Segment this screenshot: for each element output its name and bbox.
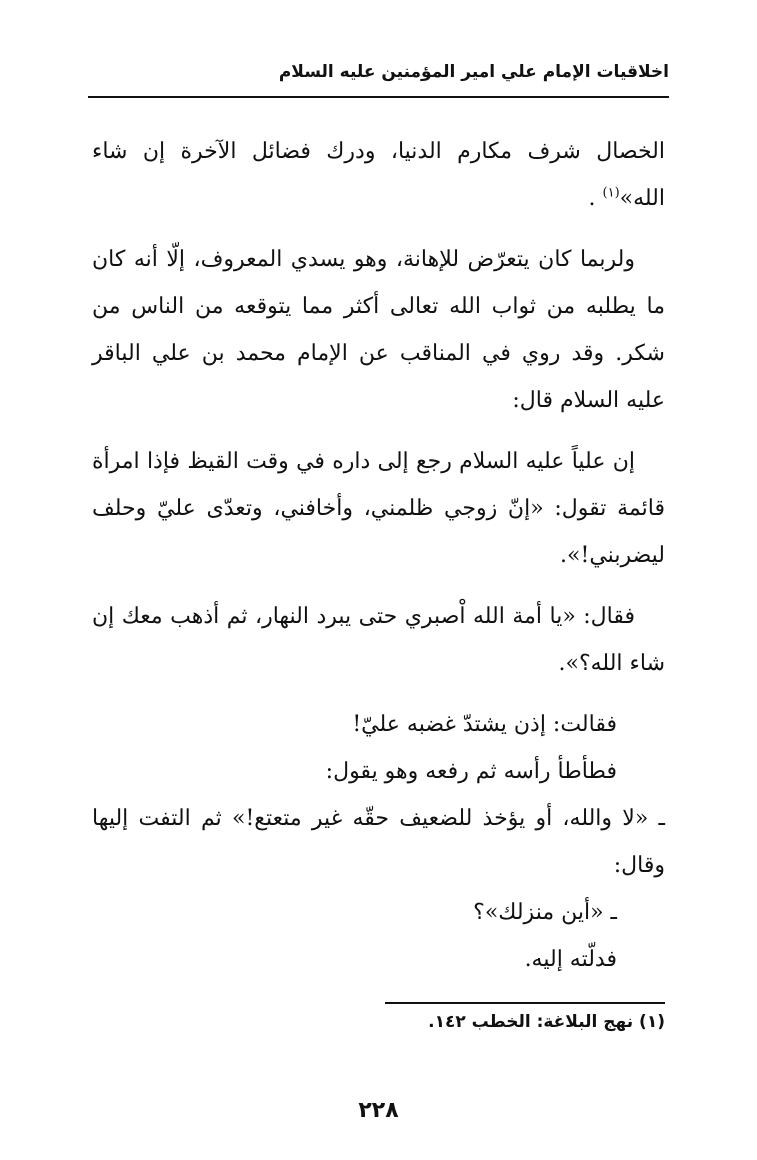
paragraph-5: فقالت: إذن يشتدّ غضبه عليّ! bbox=[352, 712, 617, 737]
footnote-reference: (١) bbox=[602, 185, 620, 201]
paragraph-9: فدلّته إليه. bbox=[524, 947, 617, 972]
paragraph-continuation-end: . bbox=[588, 186, 596, 211]
paragraph-4: فقال: «يا أمة الله اْصبري حتى يبرد النهار، ثم أذهب معك إن شاء الله؟». bbox=[92, 604, 665, 676]
page-number: ٢٢٨ bbox=[358, 1098, 399, 1123]
paragraph-6: فطأطأ رأسه ثم رفعه وهو يقول: bbox=[325, 759, 617, 784]
header-rule bbox=[88, 96, 669, 98]
footnote: (١) نهج البلاغة: الخطب ١٤٢. bbox=[428, 1012, 665, 1032]
running-header: اخلاقيات الإمام علي امير المؤمنين عليه السلام bbox=[278, 62, 669, 82]
paragraph-continuation-text: الخصال شرف مكارم الدنيا، ودرك فضائل الآخرة إن شاء الله» bbox=[92, 139, 665, 211]
paragraph-3: إن علياً عليه السلام رجع إلى داره في وقت القيظ فإذا امرأة قائمة تقول: «إنّ زوجي ظلمني، وأخافني، وتعدّى عليّ وحلف ليضربني!». bbox=[92, 449, 665, 568]
paragraph-7: ـ «لا والله، أو يؤخذ للضعيف حقّه غير متعتع!» ثم التفت إليها وقال: bbox=[92, 806, 665, 878]
paragraph-continuation bbox=[92, 128, 665, 222]
footnote-rule bbox=[385, 1002, 665, 1004]
paragraph-2: ولربما كان يتعرّض للإهانة، وهو يسدي المعروف، إلّا أنه كان ما يطلبه من ثواب الله تعالى أكثر مما يتوقعه من الناس من شكر. وقد روي في المناقب عن الإمام محمد بن علي الباقر عليه السلام قال: bbox=[92, 247, 665, 413]
paragraph-8: ـ «أين منزلك»؟ bbox=[473, 900, 617, 925]
body-text bbox=[92, 128, 665, 983]
